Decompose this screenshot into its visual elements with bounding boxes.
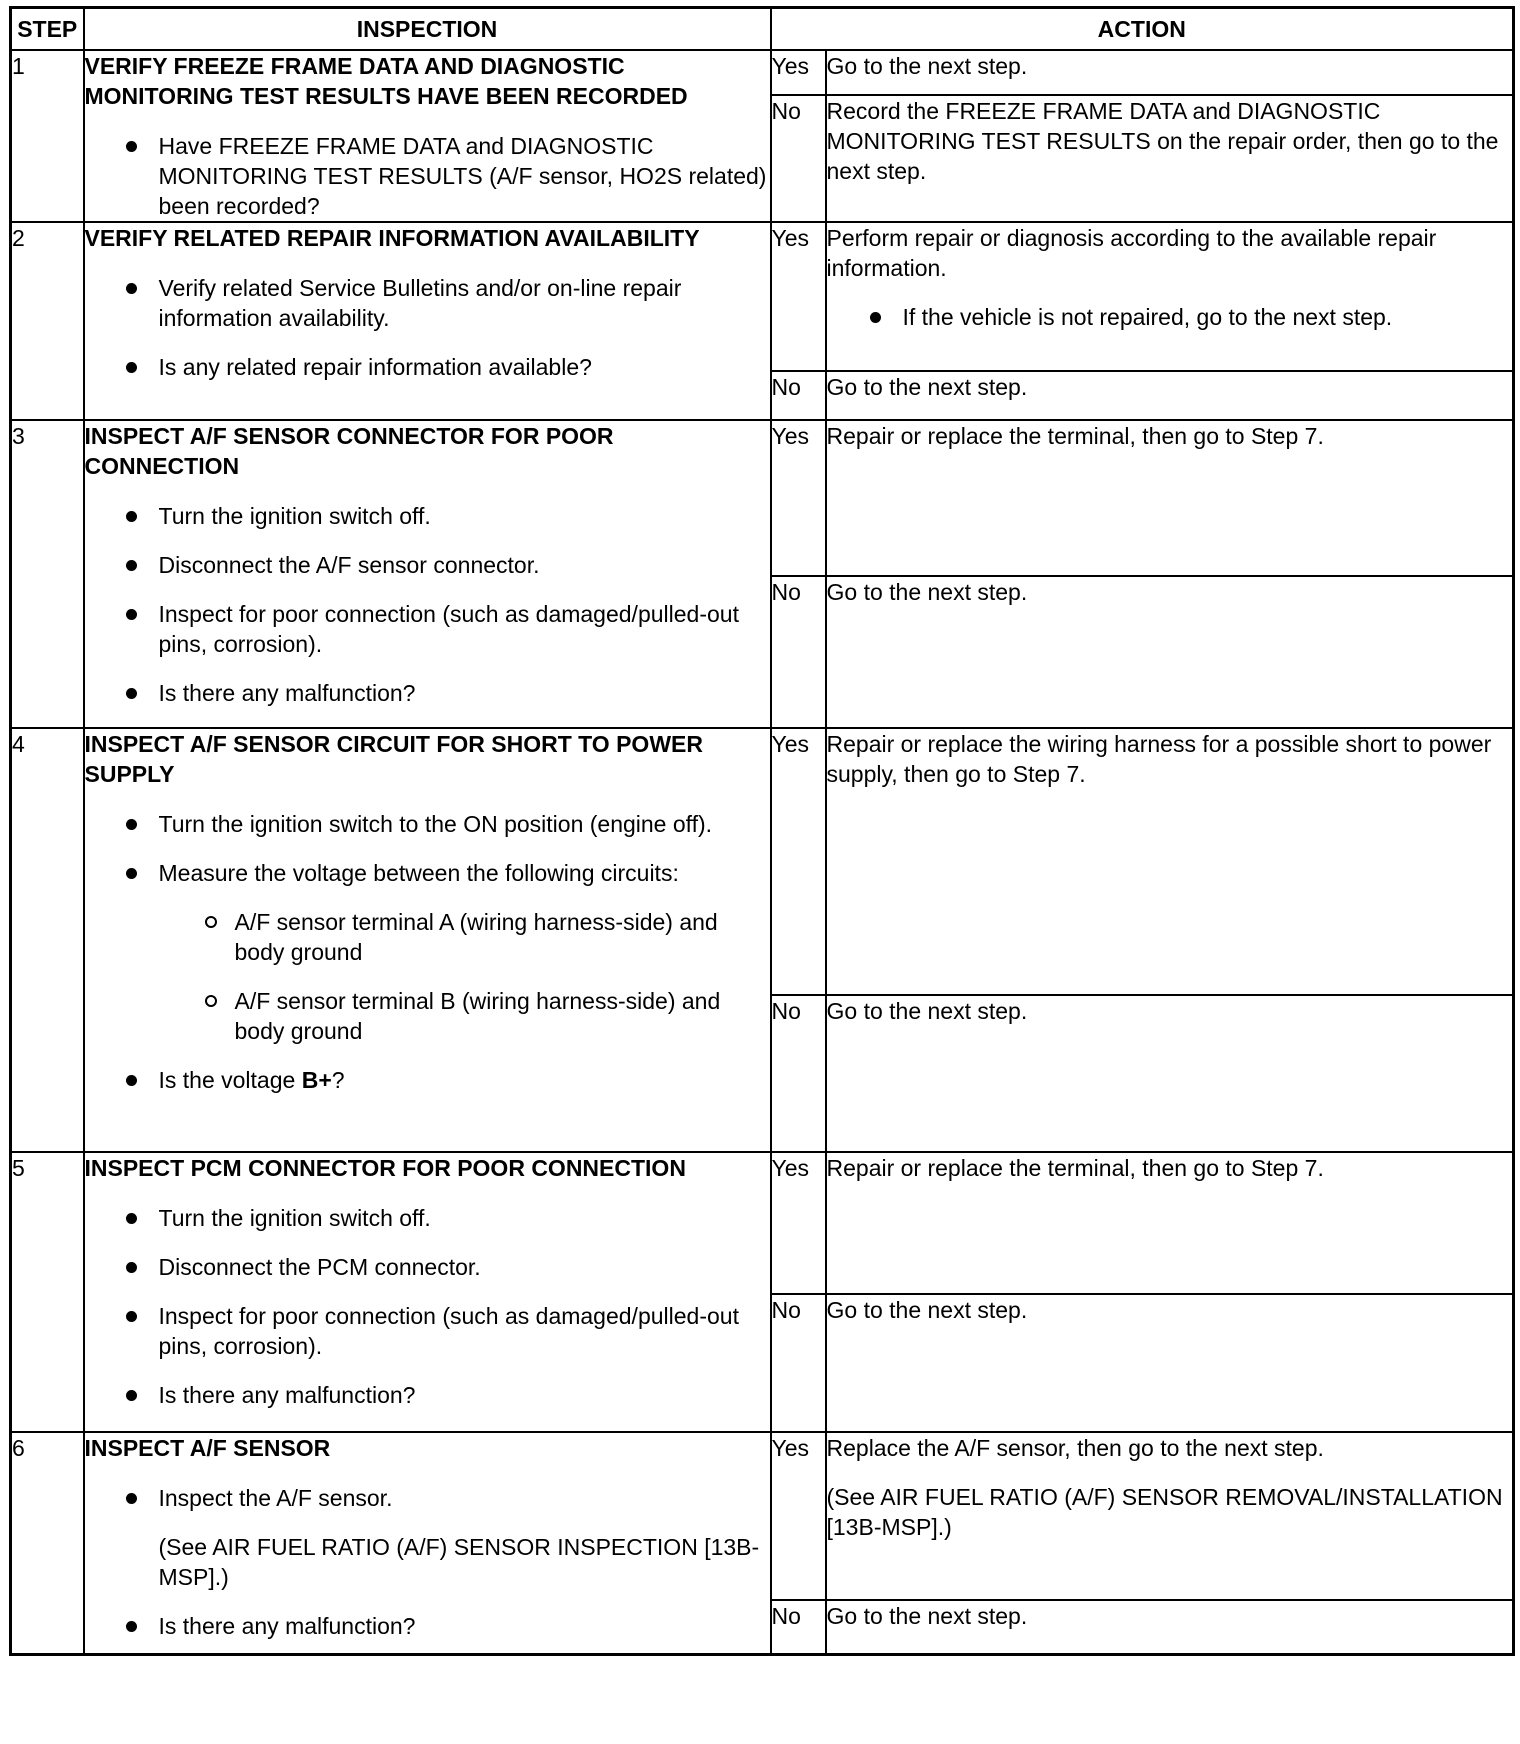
no-action: Go to the next step.	[826, 576, 1514, 728]
yes-action-cell	[826, 222, 1514, 371]
bullet-item: Is there any malfunction?	[159, 678, 770, 708]
no-label: No	[771, 995, 826, 1152]
bullet-text: Measure the voltage between the following circuits:	[158, 860, 679, 886]
yes-label: Yes	[771, 1152, 826, 1294]
step-number: 3	[11, 420, 84, 728]
header-action: ACTION	[771, 8, 1514, 51]
bullet-item: Disconnect the PCM connector.	[159, 1252, 770, 1282]
no-action: Go to the next step.	[826, 1294, 1514, 1432]
no-label: No	[771, 1600, 826, 1655]
yes-label: Yes	[771, 420, 826, 576]
step-title: INSPECT A/F SENSOR CIRCUIT FOR SHORT TO POWER SUPPLY	[84, 731, 703, 787]
step-title: VERIFY RELATED REPAIR INFORMATION AVAILABILITY	[84, 225, 700, 251]
bullet-item	[159, 1483, 770, 1592]
bullet-item: Turn the ignition switch to the ON position (engine off).	[159, 809, 770, 839]
no-action: Go to the next step.	[826, 371, 1514, 420]
bullet-item: Turn the ignition switch off.	[159, 1203, 770, 1233]
step-6-yes-row	[11, 1432, 1514, 1600]
voltage-value: B+	[301, 1067, 332, 1093]
yes-label: Yes	[771, 1432, 826, 1600]
yes-label: Yes	[771, 222, 826, 371]
step-title: INSPECT PCM CONNECTOR FOR POOR CONNECTION	[84, 1155, 686, 1181]
bullet-item	[159, 1065, 770, 1095]
yes-action: Repair or replace the terminal, then go to Step 7.	[826, 420, 1514, 576]
diagnostic-table	[9, 6, 1515, 1656]
step-title: VERIFY FREEZE FRAME DATA AND DIAGNOSTIC MONITORING TEST RESULTS HAVE BEEN RECORDED	[84, 53, 688, 109]
circle-item: A/F sensor terminal B (wiring harness-side) and body ground	[235, 986, 770, 1046]
yes-action: Go to the next step.	[826, 50, 1514, 95]
step-6-inspection	[84, 1432, 771, 1655]
step-3-yes-row	[11, 420, 1514, 576]
step-number: 4	[11, 728, 84, 1152]
step-4-inspection	[84, 728, 771, 1152]
bullet-item	[159, 858, 770, 1046]
reference-note: (See AIR FUEL RATIO (A/F) SENSOR INSPECTION [13B-MSP].)	[158, 1534, 760, 1590]
bullet-item: Disconnect the A/F sensor connector.	[159, 550, 770, 580]
step-number: 6	[11, 1432, 84, 1655]
step-5-inspection	[84, 1152, 771, 1432]
step-number: 1	[11, 50, 84, 222]
circle-item: A/F sensor terminal A (wiring harness-side) and body ground	[235, 907, 770, 967]
bullet-item: Is there any malfunction?	[159, 1611, 770, 1641]
step-number: 2	[11, 222, 84, 420]
no-label: No	[771, 95, 826, 222]
yes-action: Perform repair or diagnosis according to the available repair information.	[826, 225, 1437, 281]
step-1-inspection	[84, 50, 771, 222]
step-number: 5	[11, 1152, 84, 1432]
bullet-item: Is there any malfunction?	[159, 1380, 770, 1410]
bullet-item: Verify related Service Bulletins and/or on-line repair information availability.	[159, 273, 770, 333]
yes-reference-note: (See AIR FUEL RATIO (A/F) SENSOR REMOVAL/INSTALLATION [13B-MSP].)	[826, 1484, 1503, 1540]
bullet-item: Inspect for poor connection (such as damaged/pulled-out pins, corrosion).	[159, 1301, 770, 1361]
header-step: STEP	[11, 8, 84, 51]
yes-action-cell	[826, 1432, 1514, 1600]
yes-label: Yes	[771, 728, 826, 995]
no-action: Go to the next step.	[826, 1600, 1514, 1655]
step-4-yes-row	[11, 728, 1514, 995]
step-title: INSPECT A/F SENSOR	[84, 1435, 331, 1461]
no-label: No	[771, 1294, 826, 1432]
no-label: No	[771, 371, 826, 420]
header-row	[11, 8, 1514, 51]
yes-action: Repair or replace the terminal, then go to Step 7.	[826, 1152, 1514, 1294]
step-3-inspection	[84, 420, 771, 728]
no-action: Go to the next step.	[826, 995, 1514, 1152]
step-5-yes-row	[11, 1152, 1514, 1294]
step-title: INSPECT A/F SENSOR CONNECTOR FOR POOR CONNECTION	[84, 423, 614, 479]
bullet-tail: ?	[331, 1067, 345, 1093]
no-action: Record the FREEZE FRAME DATA and DIAGNOSTIC MONITORING TEST RESULTS on the repair order, then go to the next step.	[826, 95, 1514, 222]
header-inspection: INSPECTION	[84, 8, 771, 51]
step-2-yes-row	[11, 222, 1514, 371]
no-label: No	[771, 576, 826, 728]
bullet-item: Is any related repair information available?	[159, 352, 770, 382]
bullet-text: Is the voltage	[158, 1067, 302, 1093]
bullet-item: Turn the ignition switch off.	[159, 501, 770, 531]
step-2-inspection	[84, 222, 771, 420]
yes-action: Replace the A/F sensor, then go to the next step.	[826, 1435, 1324, 1461]
yes-label: Yes	[771, 50, 826, 95]
bullet-item: Inspect for poor connection (such as damaged/pulled-out pins, corrosion).	[159, 599, 770, 659]
bullet-text: Inspect the A/F sensor.	[158, 1485, 393, 1511]
yes-action: Repair or replace the wiring harness for a possible short to power supply, then go to Step 7.	[826, 728, 1514, 995]
step-1-yes-row	[11, 50, 1514, 95]
bullet-item: Have FREEZE FRAME DATA and DIAGNOSTIC MONITORING TEST RESULTS (A/F sensor, HO2S related) been recorded?	[159, 131, 770, 221]
yes-sub-bullet: If the vehicle is not repaired, go to the next step.	[903, 302, 1513, 332]
